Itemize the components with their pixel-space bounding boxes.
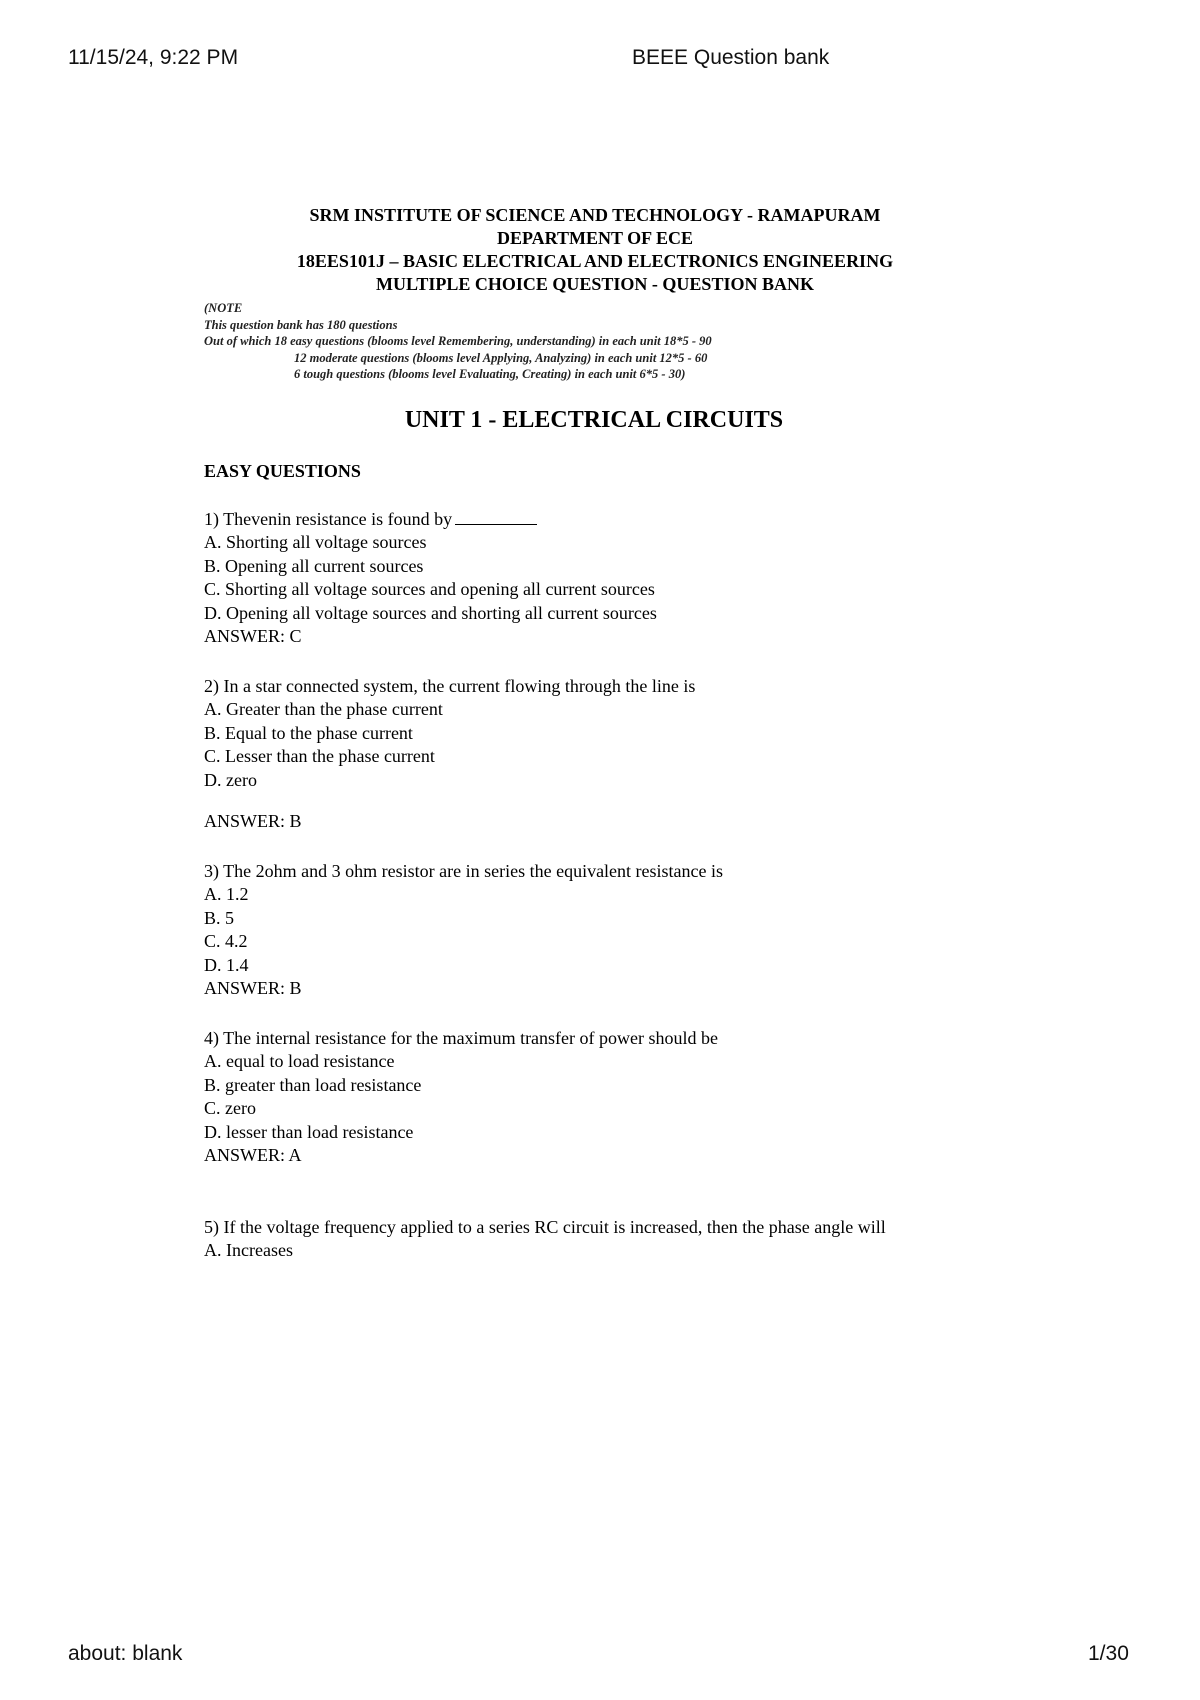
question-item (204, 508, 994, 649)
document-page (204, 204, 994, 1263)
heading-line: DEPARTMENT OF ECE (496, 228, 694, 248)
note-line: 12 moderate questions (blooms level Applying, Analyzing) in each unit 12*5 - 60 (294, 350, 708, 365)
option: D. lesser than load resistance (204, 1121, 414, 1142)
page-number: 1/30 (1088, 1642, 1129, 1665)
option: C. zero (204, 1098, 256, 1118)
answer: ANSWER: A (204, 1145, 302, 1165)
note-block (204, 300, 994, 383)
option: C. Lesser than the phase current (204, 746, 435, 766)
answer: ANSWER: B (204, 811, 302, 831)
question-text-content: 1) Thevenin resistance is found by (204, 508, 453, 529)
question-item (204, 1027, 994, 1168)
heading-line: 18EES101J – BASIC ELECTRICAL AND ELECTRONICS ENGINEERING (296, 251, 894, 271)
option: C. 4.2 (204, 931, 248, 951)
institution-heading (196, 204, 994, 296)
option: A. Increases (204, 1240, 293, 1260)
option: B. Opening all current sources (204, 555, 424, 576)
question-item (204, 1216, 994, 1263)
answer: ANSWER: B (204, 978, 302, 998)
note-line: Out of which 18 easy questions (blooms level Remembering, understanding) in each unit 18*5 - 90 (204, 334, 712, 348)
option: A. Shorting all voltage sources (204, 532, 427, 552)
note-line: This question bank has 180 questions (204, 317, 398, 332)
question-item (204, 860, 994, 1001)
unit-title: UNIT 1 - ELECTRICAL CIRCUITS (404, 406, 784, 433)
answer-blank (455, 510, 537, 525)
option: D. Opening all voltage sources and shorting all current sources (204, 602, 657, 623)
heading-line: SRM INSTITUTE OF SCIENCE AND TECHNOLOGY - RAMAPURAM (309, 205, 881, 225)
option: B. Equal to the phase current (204, 722, 413, 743)
print-datetime: 11/15/24, 9:22 PM (68, 46, 239, 69)
question-text: 4) The internal resistance for the maximum transfer of power should be (204, 1027, 719, 1048)
question-text: 5) If the voltage frequency applied to a series RC circuit is increased, then the phase angle will (204, 1216, 886, 1237)
option: A. equal to load resistance (204, 1051, 395, 1071)
question-text: 3) The 2ohm and 3 ohm resistor are in series the equivalent resistance is (204, 860, 724, 881)
note-label: (NOTE (204, 301, 243, 315)
option: C. Shorting all voltage sources and opening all current sources (204, 579, 655, 599)
note-line: 6 tough questions (blooms level Evaluating, Creating) in each unit 6*5 - 30) (294, 367, 686, 381)
question-text (204, 508, 994, 532)
option: D. zero (204, 769, 257, 790)
section-title: EASY QUESTIONS (204, 461, 361, 481)
question-item (204, 675, 994, 834)
option: B. 5 (204, 907, 235, 928)
answer: ANSWER: C (204, 626, 302, 646)
question-text: 2) In a star connected system, the current flowing through the line is (204, 675, 696, 696)
option: B. greater than load resistance (204, 1074, 422, 1095)
option: D. 1.4 (204, 954, 249, 975)
print-url: about: blank (68, 1642, 183, 1665)
heading-line: MULTIPLE CHOICE QUESTION - QUESTION BANK (376, 274, 814, 294)
print-page-title: BEEE Question bank (632, 46, 830, 69)
option: A. Greater than the phase current (204, 699, 443, 719)
option: A. 1.2 (204, 884, 249, 904)
